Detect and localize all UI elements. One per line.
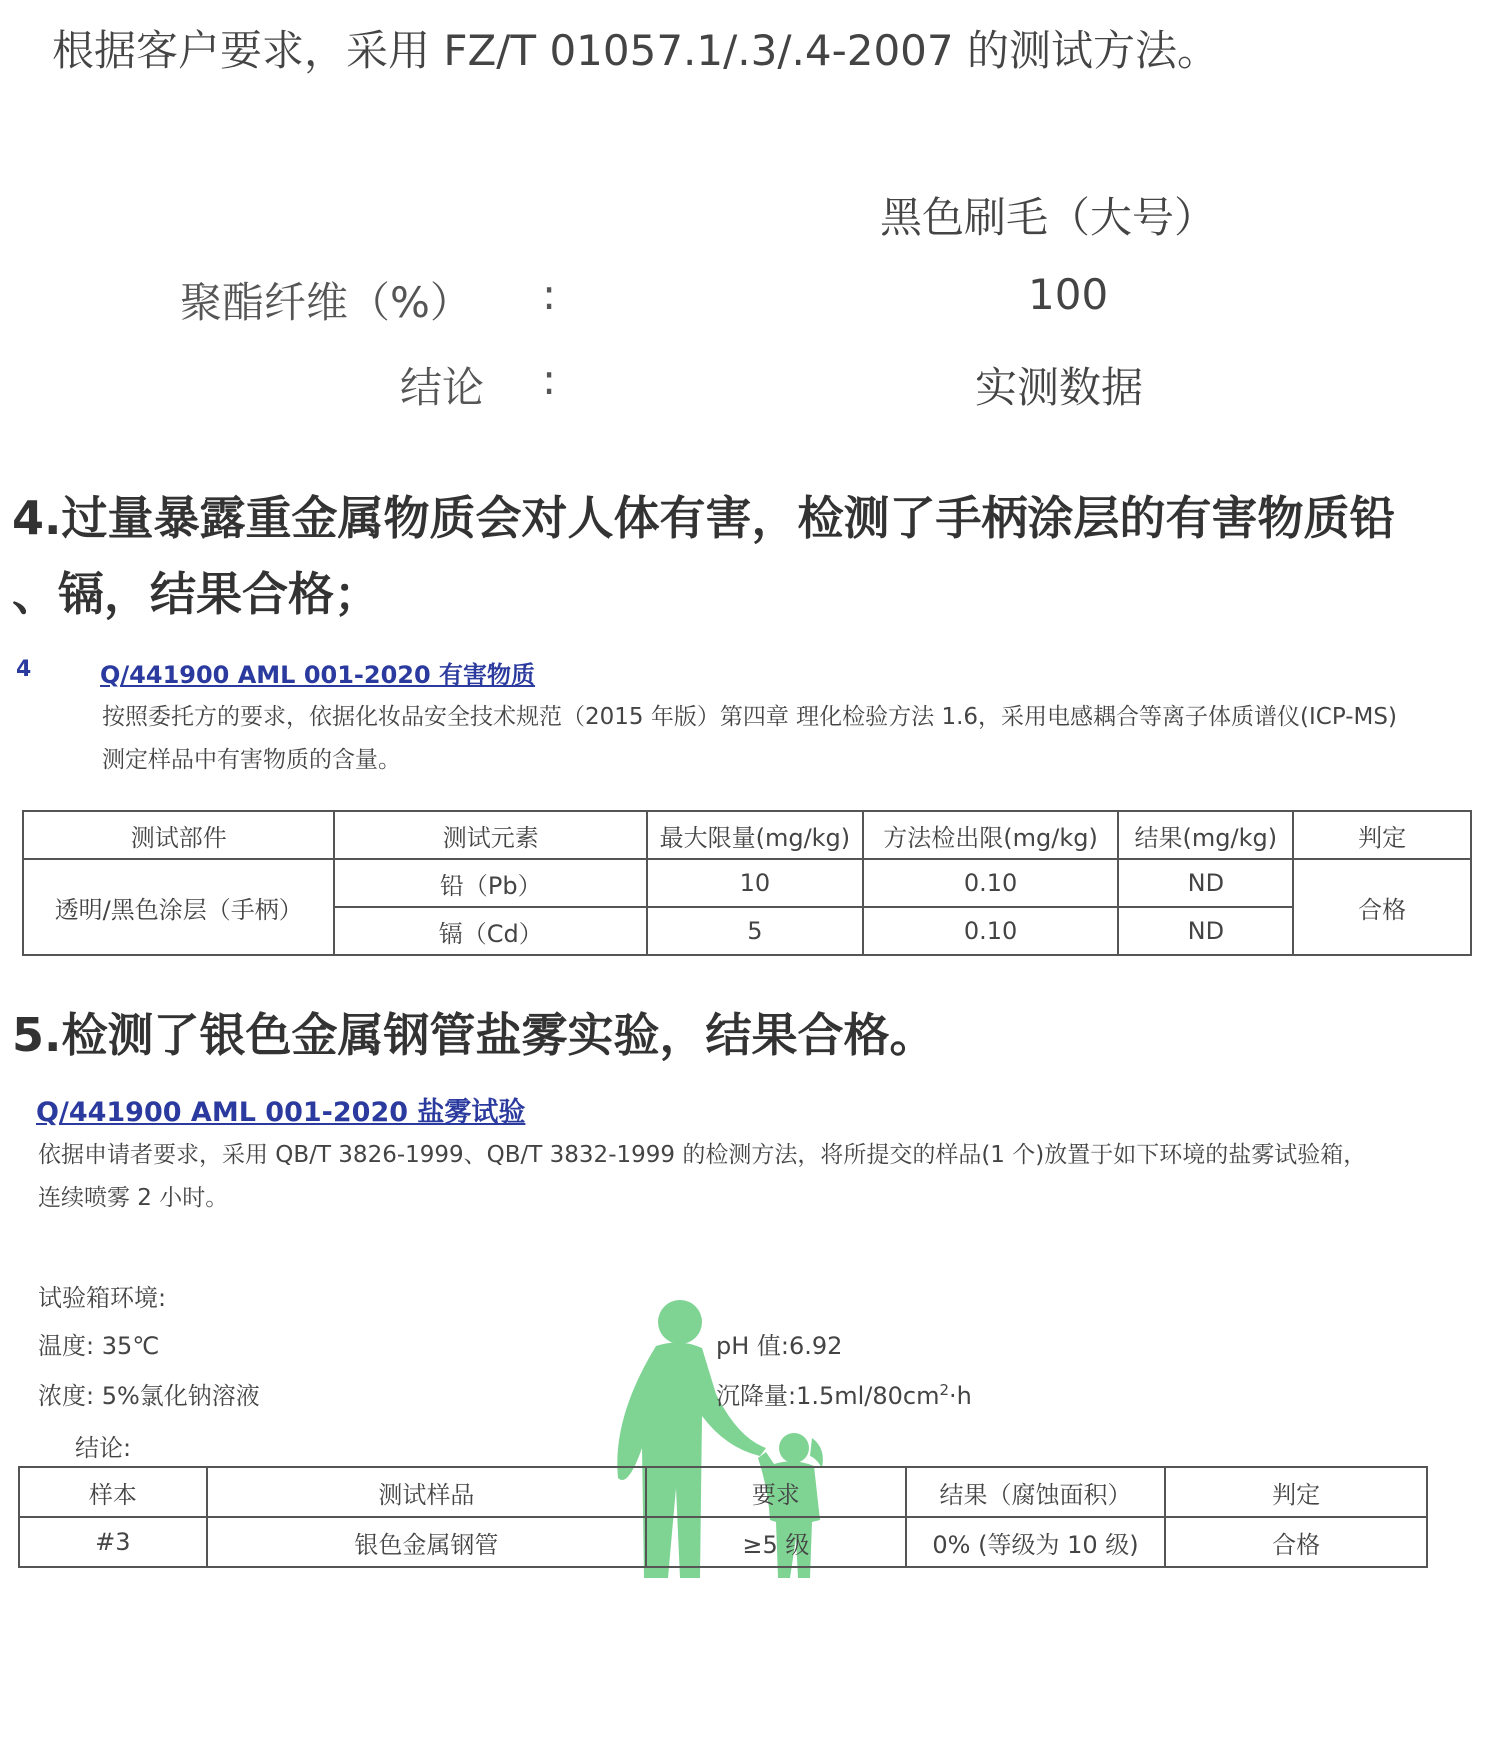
section4-heading-line1: 4.过量暴露重金属物质会对人体有害，检测了手柄涂层的有害物质铅 [12, 491, 1396, 545]
intro-text: 根据客户要求，采用 FZ/T 01057.1/.3/.4-2007 的测试方法。 [52, 26, 1219, 75]
cell-element: 铅（Pb） [334, 859, 647, 907]
header-judgement: 判定 [1165, 1467, 1427, 1517]
section4-item-number: 4 [16, 657, 32, 682]
env-temperature: 温度: 35℃ [38, 1332, 160, 1360]
salt-spray-table [18, 1466, 1428, 1568]
cell-max: 5 [647, 907, 863, 955]
section4-desc-line1: 按照委托方的要求，依据化妆品安全技术规范（2015 年版）第四章 理化检验方法 1.6，采用电感耦合等离子体质谱仪(ICP-MS) [102, 704, 1397, 730]
section5-standard-link[interactable]: Q/441900 AML 001-2020 盐雾试验 [36, 1097, 526, 1128]
header-requirement: 要求 [646, 1467, 906, 1517]
header-test-element: 测试元素 [334, 811, 647, 859]
fiber-conclusion-label: 结论 [400, 363, 485, 412]
fiber-sample-header: 黑色刷毛（大号） [880, 193, 1217, 242]
cell-max: 10 [647, 859, 863, 907]
header-result: 结果(mg/kg) [1118, 811, 1293, 859]
fiber-colon: : [542, 355, 557, 404]
cell-test-sample: 银色金属钢管 [207, 1517, 646, 1567]
section5-description [38, 1134, 1366, 1220]
table-row [23, 859, 1471, 907]
header-corrosion-result: 结果（腐蚀面积） [906, 1467, 1166, 1517]
section4-desc-line2: 测定样品中有害物质的含量。 [102, 747, 401, 773]
fiber-polyester-label: 聚酯纤维（%） [180, 278, 472, 327]
table-header-row [23, 811, 1471, 859]
fiber-conclusion-value: 实测数据 [975, 363, 1144, 412]
header-sample: 样本 [19, 1467, 207, 1517]
header-test-part: 测试部件 [23, 811, 334, 859]
section4-heading-line2: 、镉，结果合格； [12, 567, 380, 621]
cell-limit: 0.10 [863, 859, 1119, 907]
cell-judgement: 合格 [1293, 859, 1471, 955]
cell-sample: #3 [19, 1517, 207, 1567]
cell-test-part: 透明/黑色涂层（手柄） [23, 859, 334, 955]
cell-element: 镉（Cd） [334, 907, 647, 955]
section5-desc-line1: 依据申请者要求，采用 QB/T 3826-1999、QB/T 3832-1999 的检测方法，将所提交的样品(1 个)放置于如下环境的盐雾试验箱， [38, 1142, 1367, 1168]
conclusion-label: 结论: [75, 1434, 132, 1462]
heavy-metal-table [22, 810, 1472, 956]
env-settling-sup: 2 [939, 1381, 950, 1399]
env-settling-suffix: ·h [949, 1382, 972, 1410]
cell-result: ND [1118, 907, 1293, 955]
section4-heading [12, 480, 1482, 632]
table-row [19, 1517, 1427, 1567]
fiber-colon: : [542, 270, 557, 319]
table-header-row [19, 1467, 1427, 1517]
env-settling [716, 1376, 972, 1411]
env-title: 试验箱环境: [38, 1284, 167, 1312]
env-ph: pH 值:6.92 [716, 1332, 843, 1360]
header-judgement: 判定 [1293, 811, 1471, 859]
section4-standard-link[interactable]: Q/441900 AML 001-2020 有害物质 [100, 661, 536, 689]
cell-judgement: 合格 [1165, 1517, 1427, 1567]
header-test-sample: 测试样品 [207, 1467, 646, 1517]
fiber-polyester-value: 100 [1028, 270, 1109, 319]
env-settling-prefix: 沉降量:1.5ml/80cm [716, 1382, 940, 1410]
cell-requirement: ≥5 级 [646, 1517, 906, 1567]
cell-limit: 0.10 [863, 907, 1119, 955]
section4-description [102, 696, 1397, 782]
cell-corrosion-result: 0% (等级为 10 级) [906, 1517, 1166, 1567]
section5-heading: 5.检测了银色金属钢管盐雾实验，结果合格。 [12, 1008, 936, 1062]
cell-result: ND [1118, 859, 1293, 907]
section5-desc-line2: 连续喷雾 2 小时。 [38, 1185, 229, 1211]
header-max-limit: 最大限量(mg/kg) [647, 811, 863, 859]
env-concentration: 浓度: 5%氯化钠溶液 [38, 1382, 260, 1410]
header-detection-limit: 方法检出限(mg/kg) [863, 811, 1119, 859]
